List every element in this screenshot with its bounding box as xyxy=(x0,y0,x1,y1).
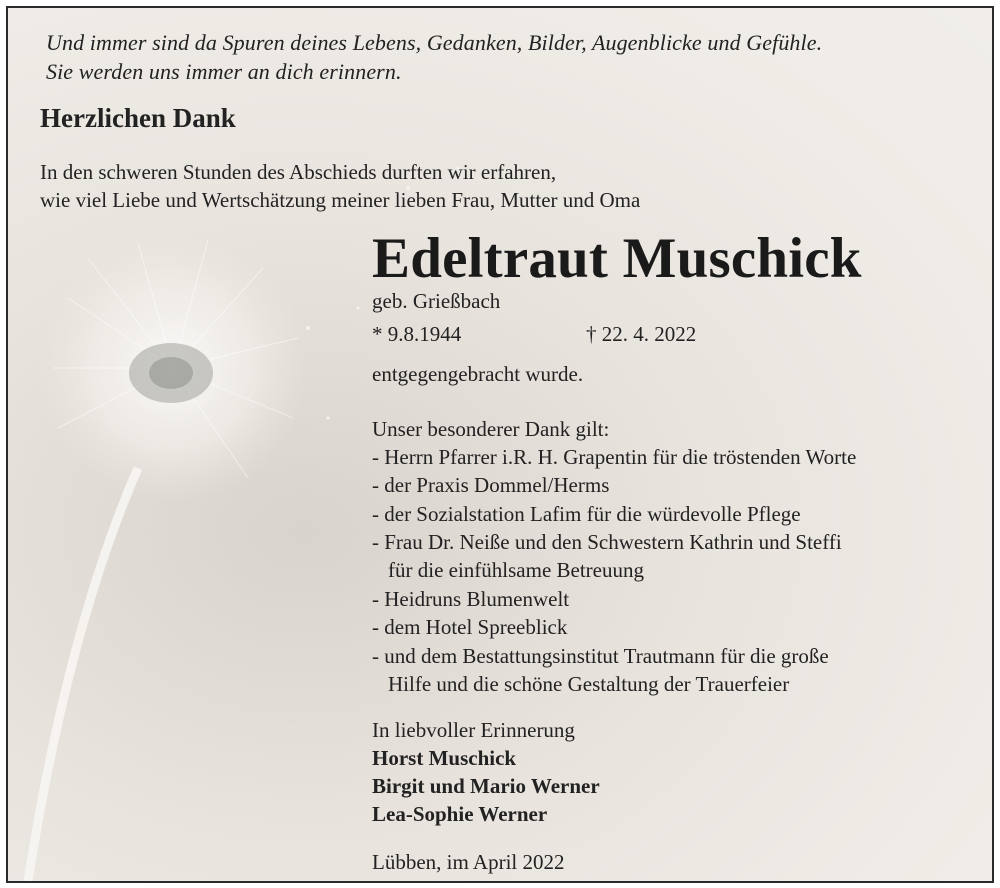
thanks-line: - Herrn Pfarrer i.R. H. Grapentin für die tröstenden Worte xyxy=(372,445,857,469)
place-date: Lübben, im April 2022 xyxy=(372,850,565,874)
maiden-name: geb. Grießbach xyxy=(372,289,501,313)
intro-line-1: In den schweren Stunden des Abschieds durften wir erfahren, xyxy=(40,160,557,184)
thanks-line: - dem Hotel Spreeblick xyxy=(372,615,568,639)
thanks-line: - Heidruns Blumenwelt xyxy=(372,587,570,611)
thanks-line: Hilfe und die schöne Gestaltung der Trauerfeier xyxy=(388,672,790,696)
thanks-line: - der Sozialstation Lafim für die würdevolle Pflege xyxy=(372,502,801,526)
death-date: † 22. 4. 2022 xyxy=(586,322,697,346)
signatory-name: Lea-Sophie Werner xyxy=(372,802,548,826)
closing-phrase: In liebvoller Erinnerung xyxy=(372,718,575,742)
motto-line-2: Sie werden uns immer an dich erinnern. xyxy=(46,59,402,84)
thanks-line: - der Praxis Dommel/Herms xyxy=(372,473,610,497)
motto-line-1: Und immer sind da Spuren deines Lebens, Gedanken, Bilder, Augenblicke und Gefühle. xyxy=(46,30,823,55)
intro-line-2: wie viel Liebe und Wertschätzung meiner lieben Frau, Mutter und Oma xyxy=(40,188,641,212)
thanks-line: für die einfühlsame Betreuung xyxy=(388,558,644,582)
birth-date: * 9.8.1944 xyxy=(372,322,462,346)
thanks-line: - und dem Bestattungsinstitut Trautmann für die große xyxy=(372,644,829,668)
obituary-card xyxy=(6,6,994,883)
thanks-line: - Frau Dr. Neiße und den Schwestern Kathrin und Steffi xyxy=(372,530,842,554)
deceased-name: Edeltraut Muschick xyxy=(372,227,862,290)
heading: Herzlichen Dank xyxy=(40,103,236,133)
signatory-name: Birgit und Mario Werner xyxy=(372,774,600,798)
received-text: entgegengebracht wurde. xyxy=(372,362,584,386)
thanks-intro: Unser besonderer Dank gilt: xyxy=(372,417,610,441)
signatory-name: Horst Muschick xyxy=(372,746,517,770)
